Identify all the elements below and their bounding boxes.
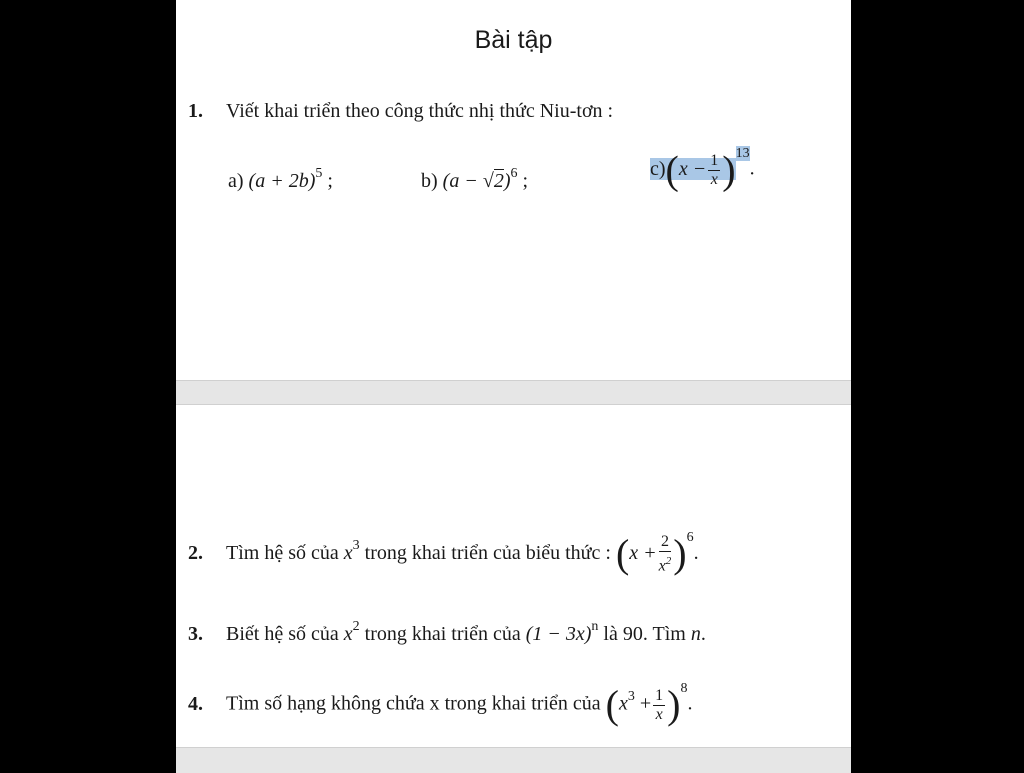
separator: ; xyxy=(522,170,529,192)
exponent: 8 xyxy=(680,680,688,696)
exercise-2 xyxy=(188,529,699,577)
exponent: 6 xyxy=(686,529,694,545)
item-label-selected[interactable]: c) xyxy=(650,157,666,180)
exercise-3 xyxy=(188,619,706,646)
right-paren: ) xyxy=(673,531,687,577)
math-var: x − xyxy=(678,157,707,180)
math-var: n xyxy=(690,623,701,645)
exponent: 6 xyxy=(510,166,518,181)
fraction xyxy=(653,687,665,724)
document-page-1 xyxy=(176,0,851,380)
right-paren: ) xyxy=(667,682,681,727)
exercise-text: Biết hệ số của xyxy=(226,623,339,645)
denominator-var: x xyxy=(658,557,666,575)
exercise-number: 4. xyxy=(188,692,203,715)
exercise-number: 3. xyxy=(188,623,203,645)
denominator-exponent: 2 xyxy=(665,555,672,567)
left-paren: ( xyxy=(605,682,619,727)
end-period: . xyxy=(687,692,693,715)
page-title: Bài tập xyxy=(474,26,553,54)
fraction-numerator: 1 xyxy=(655,686,664,704)
exponent: 3 xyxy=(627,688,635,704)
exercise-text: Tìm số hạng không chứa x trong khai triển của xyxy=(226,692,601,715)
fraction-denominator: x xyxy=(655,705,663,723)
exercise-1-prompt xyxy=(188,100,613,123)
right-paren: ) xyxy=(722,147,736,192)
math-var: x + xyxy=(629,541,657,564)
math-expression: (a + 2b) xyxy=(248,170,316,192)
end-period: . xyxy=(700,623,706,645)
exercise-1a xyxy=(228,166,333,193)
math-var: x xyxy=(618,692,628,715)
math-var: x xyxy=(343,623,353,645)
expr-part: ) xyxy=(503,170,511,192)
exponent: 2 xyxy=(352,619,360,634)
math-var: x xyxy=(343,541,353,564)
fraction-numerator: 2 xyxy=(660,533,669,550)
math-expression: (a − √2) xyxy=(442,170,511,192)
item-label: a) xyxy=(228,170,244,192)
exponent: 13 xyxy=(735,145,750,161)
fraction-denominator xyxy=(659,552,672,575)
exercise-1b xyxy=(421,166,529,193)
expr-part: (a − xyxy=(442,170,483,192)
fraction-denominator: x xyxy=(710,170,718,188)
fraction-numerator: 1 xyxy=(710,151,719,169)
math-expression: (1 − 3x) xyxy=(525,623,592,645)
exercise-number: 2. xyxy=(188,541,203,564)
exponent: 3 xyxy=(352,537,360,553)
plus-sign: + xyxy=(639,692,652,715)
left-paren: ( xyxy=(615,531,630,577)
exercise-text: trong khai triển của xyxy=(364,623,521,645)
exercise-number: 1. xyxy=(188,100,203,122)
exponent: n xyxy=(591,619,599,634)
separator: ; xyxy=(327,170,333,192)
document-page-2 xyxy=(176,405,851,747)
exercise-text: trong khai triển của biểu thức : xyxy=(364,541,611,564)
exercise-1c[interactable] xyxy=(650,145,755,192)
fraction xyxy=(708,152,720,189)
page-gap xyxy=(176,747,851,773)
sqrt-radicand: 2 xyxy=(493,170,504,192)
item-label: b) xyxy=(421,170,438,192)
page-gap xyxy=(176,380,851,405)
fraction xyxy=(659,533,672,575)
left-paren: ( xyxy=(665,147,679,192)
exercise-text: là 90. Tìm xyxy=(603,623,686,645)
exercise-text: Viết khai triển theo công thức nhị thức Niu-tơn : xyxy=(226,100,614,122)
selected-expression[interactable] xyxy=(665,147,736,192)
end-period: . xyxy=(749,157,755,180)
exercise-4 xyxy=(188,680,693,727)
exponent: 5 xyxy=(315,166,323,181)
end-period: . xyxy=(693,541,699,564)
exercise-text: Tìm hệ số của xyxy=(226,541,339,564)
